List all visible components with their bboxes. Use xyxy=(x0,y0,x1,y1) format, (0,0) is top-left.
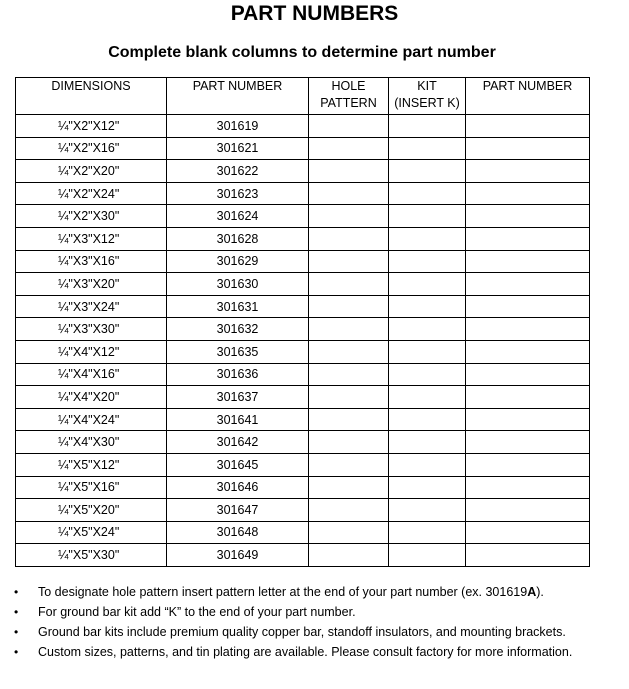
kit-cell[interactable] xyxy=(389,363,466,386)
final-part-number-cell[interactable] xyxy=(466,250,590,273)
hole-pattern-cell[interactable] xyxy=(309,250,389,273)
final-part-number-cell[interactable] xyxy=(466,386,590,409)
final-part-number-cell[interactable] xyxy=(466,273,590,296)
dimension-cell: ¼"X2"X12" xyxy=(16,115,167,138)
part-number-cell: 301623 xyxy=(167,182,309,205)
kit-cell[interactable] xyxy=(389,521,466,544)
hole-pattern-cell[interactable] xyxy=(309,227,389,250)
kit-cell[interactable] xyxy=(389,318,466,341)
final-part-number-cell[interactable] xyxy=(466,295,590,318)
table-row xyxy=(16,386,590,409)
final-part-number-cell[interactable] xyxy=(466,160,590,183)
kit-cell[interactable] xyxy=(389,453,466,476)
table-row xyxy=(16,408,590,431)
kit-cell[interactable] xyxy=(389,227,466,250)
kit-cell[interactable] xyxy=(389,115,466,138)
dimension-cell: ¼"X5"X30" xyxy=(16,544,167,567)
final-part-number-cell[interactable] xyxy=(466,227,590,250)
kit-cell[interactable] xyxy=(389,205,466,228)
dimension-cell: ¼"X5"X12" xyxy=(16,453,167,476)
hole-pattern-cell[interactable] xyxy=(309,544,389,567)
dimension-cell: ¼"X2"X30" xyxy=(16,205,167,228)
dimension-cell: ¼"X2"X24" xyxy=(16,182,167,205)
table-row xyxy=(16,340,590,363)
hole-pattern-cell[interactable] xyxy=(309,476,389,499)
table-row xyxy=(16,160,590,183)
final-part-number-cell[interactable] xyxy=(466,318,590,341)
dimension-cell: ¼"X2"X20" xyxy=(16,160,167,183)
part-number-cell: 301646 xyxy=(167,476,309,499)
part-number-cell: 301621 xyxy=(167,137,309,160)
kit-cell[interactable] xyxy=(389,250,466,273)
part-number-cell: 301619 xyxy=(167,115,309,138)
table-header-row xyxy=(16,78,590,115)
header-dimensions: DIMENSIONS xyxy=(16,78,167,115)
table-row xyxy=(16,363,590,386)
final-part-number-cell[interactable] xyxy=(466,408,590,431)
table-row xyxy=(16,115,590,138)
kit-cell[interactable] xyxy=(389,160,466,183)
dimension-cell: ¼"X3"X30" xyxy=(16,318,167,341)
hole-pattern-cell[interactable] xyxy=(309,318,389,341)
part-number-cell: 301641 xyxy=(167,408,309,431)
hole-pattern-cell[interactable] xyxy=(309,340,389,363)
table-row xyxy=(16,295,590,318)
hole-pattern-cell[interactable] xyxy=(309,521,389,544)
part-number-cell: 301648 xyxy=(167,521,309,544)
hole-pattern-cell[interactable] xyxy=(309,137,389,160)
final-part-number-cell[interactable] xyxy=(466,431,590,454)
part-number-cell: 301622 xyxy=(167,160,309,183)
kit-cell[interactable] xyxy=(389,273,466,296)
kit-cell[interactable] xyxy=(389,408,466,431)
dimension-cell: ¼"X4"X16" xyxy=(16,363,167,386)
header-hole-pattern: HOLE PATTERN xyxy=(309,78,389,115)
hole-pattern-cell[interactable] xyxy=(309,408,389,431)
dimension-cell: ¼"X4"X30" xyxy=(16,431,167,454)
table-row xyxy=(16,544,590,567)
final-part-number-cell[interactable] xyxy=(466,182,590,205)
kit-cell[interactable] xyxy=(389,137,466,160)
final-part-number-cell[interactable] xyxy=(466,115,590,138)
part-number-cell: 301630 xyxy=(167,273,309,296)
table-body xyxy=(16,115,590,567)
dimension-cell: ¼"X3"X16" xyxy=(16,250,167,273)
hole-pattern-cell[interactable] xyxy=(309,160,389,183)
kit-cell[interactable] xyxy=(389,544,466,567)
kit-cell[interactable] xyxy=(389,295,466,318)
bullet-icon: • xyxy=(14,645,19,659)
part-number-cell: 301628 xyxy=(167,227,309,250)
note-custom: • Custom sizes, patterns, and tin plating are available. Please consult factory for more information. xyxy=(14,645,573,659)
part-number-cell: 301632 xyxy=(167,318,309,341)
part-number-cell: 301636 xyxy=(167,363,309,386)
note-kit: • For ground bar kit add “K” to the end of your part number. xyxy=(14,605,356,619)
table-row xyxy=(16,318,590,341)
note-kit-contents: • Ground bar kits include premium quality copper bar, standoff insulators, and mounting brackets. xyxy=(14,625,566,639)
hole-pattern-cell[interactable] xyxy=(309,205,389,228)
final-part-number-cell[interactable] xyxy=(466,476,590,499)
part-number-cell: 301647 xyxy=(167,499,309,522)
bullet-icon: • xyxy=(14,585,19,599)
part-number-cell: 301637 xyxy=(167,386,309,409)
dimension-cell: ¼"X5"X20" xyxy=(16,499,167,522)
hole-pattern-cell[interactable] xyxy=(309,386,389,409)
header-kit: KIT (INSERT K) xyxy=(389,78,466,115)
table-row xyxy=(16,476,590,499)
header-part-number: PART NUMBER xyxy=(167,78,309,115)
final-part-number-cell[interactable] xyxy=(466,137,590,160)
hole-pattern-cell[interactable] xyxy=(309,499,389,522)
hole-pattern-cell[interactable] xyxy=(309,182,389,205)
dimension-cell: ¼"X3"X20" xyxy=(16,273,167,296)
dimension-cell: ¼"X4"X12" xyxy=(16,340,167,363)
final-part-number-cell[interactable] xyxy=(466,499,590,522)
final-part-number-cell[interactable] xyxy=(466,205,590,228)
kit-cell[interactable] xyxy=(389,476,466,499)
table-row xyxy=(16,227,590,250)
part-number-cell: 301645 xyxy=(167,453,309,476)
dimension-cell: ¼"X3"X24" xyxy=(16,295,167,318)
hole-pattern-cell[interactable] xyxy=(309,115,389,138)
table-row xyxy=(16,137,590,160)
part-number-cell: 301649 xyxy=(167,544,309,567)
final-part-number-cell[interactable] xyxy=(466,521,590,544)
table-row xyxy=(16,205,590,228)
kit-cell[interactable] xyxy=(389,499,466,522)
page-subtitle: Complete blank columns to determine part number xyxy=(108,44,496,61)
dimension-cell: ¼"X5"X16" xyxy=(16,476,167,499)
dimension-cell: ¼"X2"X16" xyxy=(16,137,167,160)
part-numbers-table xyxy=(15,77,590,567)
table-row xyxy=(16,431,590,454)
kit-cell[interactable] xyxy=(389,182,466,205)
bullet-icon: • xyxy=(14,625,19,639)
hole-pattern-cell[interactable] xyxy=(309,363,389,386)
kit-cell[interactable] xyxy=(389,386,466,409)
part-number-cell: 301629 xyxy=(167,250,309,273)
dimension-cell: ¼"X3"X12" xyxy=(16,227,167,250)
kit-cell[interactable] xyxy=(389,431,466,454)
page-title: PART NUMBERS xyxy=(230,2,399,25)
notes-list xyxy=(0,584,629,664)
hole-pattern-cell[interactable] xyxy=(309,273,389,296)
table-row xyxy=(16,182,590,205)
kit-cell[interactable] xyxy=(389,340,466,363)
table-row xyxy=(16,453,590,476)
final-part-number-cell[interactable] xyxy=(466,453,590,476)
header-final-part-number: PART NUMBER xyxy=(466,78,590,115)
note-hole-pattern: • To designate hole pattern insert pattern letter at the end of your part number (ex. 301619A). xyxy=(14,585,544,599)
table-row xyxy=(16,521,590,544)
hole-pattern-cell[interactable] xyxy=(309,453,389,476)
table-row xyxy=(16,250,590,273)
dimension-cell: ¼"X4"X24" xyxy=(16,408,167,431)
table-row xyxy=(16,499,590,522)
part-number-cell: 301635 xyxy=(167,340,309,363)
dimension-cell: ¼"X5"X24" xyxy=(16,521,167,544)
part-number-cell: 301624 xyxy=(167,205,309,228)
hole-pattern-cell[interactable] xyxy=(309,295,389,318)
dimension-cell: ¼"X4"X20" xyxy=(16,386,167,409)
bullet-icon: • xyxy=(14,605,19,619)
final-part-number-cell[interactable] xyxy=(466,340,590,363)
final-part-number-cell[interactable] xyxy=(466,544,590,567)
hole-pattern-cell[interactable] xyxy=(309,431,389,454)
final-part-number-cell[interactable] xyxy=(466,363,590,386)
part-number-cell: 301631 xyxy=(167,295,309,318)
part-number-cell: 301642 xyxy=(167,431,309,454)
table-row xyxy=(16,273,590,296)
